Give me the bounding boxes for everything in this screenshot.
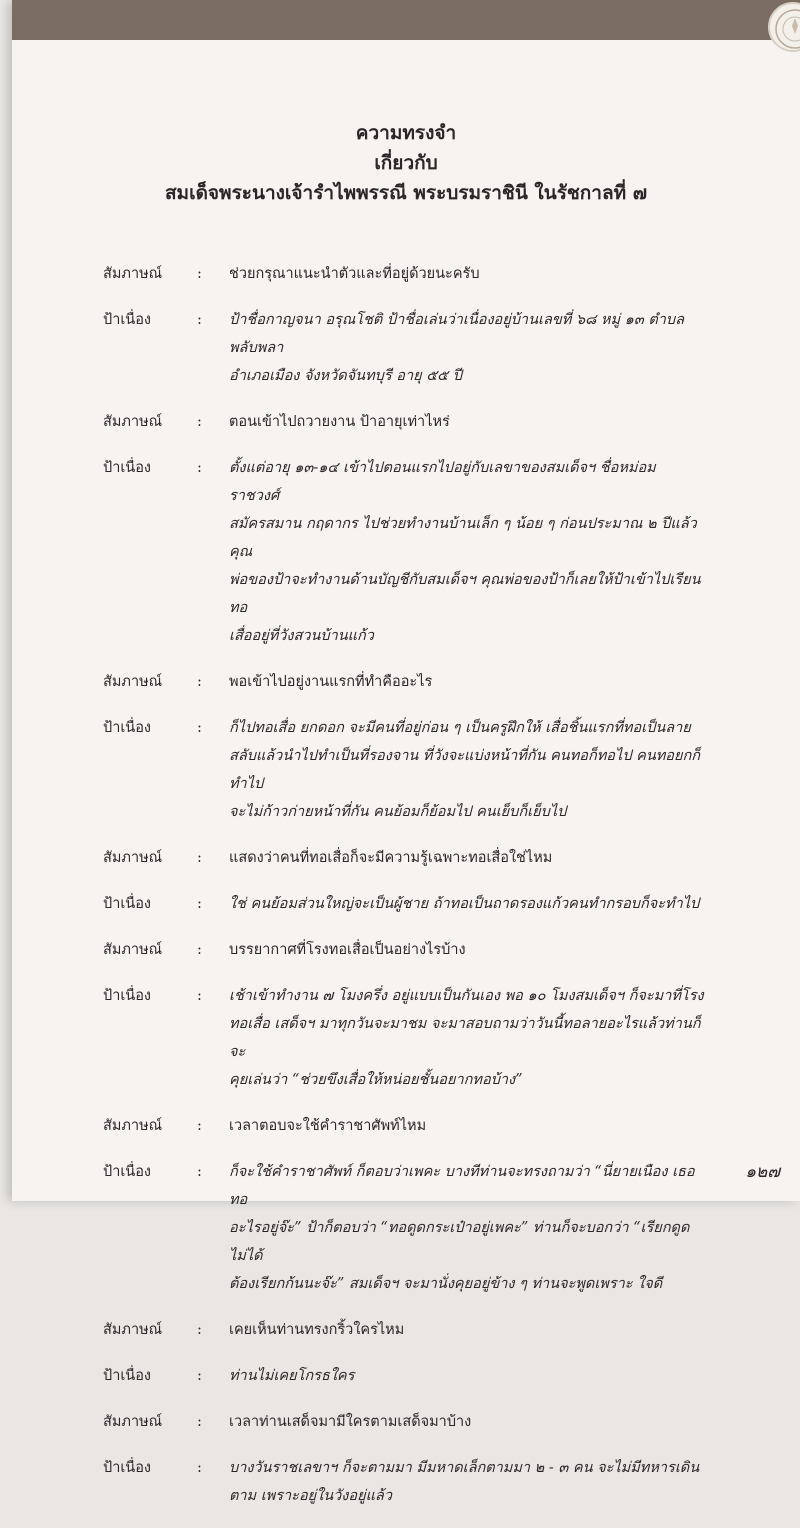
page-number: ๑๒๗: [745, 1162, 780, 1182]
document-title: [12, 118, 800, 208]
interview-entry: [0, 1454, 800, 1510]
entry-text: เวลาท่านเสด็จมามีใครตามเสด็จมาบ้าง: [229, 1414, 472, 1430]
speaker-label: ป้าเนื่อง: [103, 460, 152, 476]
interview-entry: [0, 306, 800, 390]
speaker-colon: :: [197, 1460, 202, 1476]
interview-entry: [0, 714, 800, 826]
speaker-label: สัมภาษณ์: [103, 1414, 163, 1430]
speaker-label: ป้าเนื่อง: [103, 988, 152, 1004]
entry-text: บรรยากาศที่โรงทอเสื่อเป็นอย่างไรบ้าง: [229, 942, 466, 958]
speaker-label: ป้าเนื่อง: [103, 896, 152, 912]
interview-entry: [0, 668, 800, 696]
speaker-label: สัมภาษณ์: [103, 414, 163, 430]
interview-entry: [0, 1112, 800, 1140]
speaker-colon: :: [197, 1164, 202, 1180]
speaker-label: ป้าเนื่อง: [103, 1368, 152, 1384]
speaker-label: ป้าเนื่อง: [103, 1460, 152, 1476]
interview-entry: [0, 1362, 800, 1390]
entry-text: ก็ไปทอเสื่อ ยกดอก จะมีคนที่อยู่ก่อน ๆ เป็นครูฝึกให้ เสื่อชิ้นแรกที่ทอเป็นลาย สลับแล้วนำไปทำเป็นที่รองจาน ที่วังจะแบ่งหน้าที่กัน คนทอก็ทอไป คนทอยกก็ทำไป จะไม่ก้าวก่ายหน้าที่กัน คนย้อมก็ย้อมไป คนเย็บก็เย็บไป: [229, 720, 701, 820]
entry-text: ตั้งแต่อายุ ๑๓-๑๔ เข้าไปตอนแรกไปอยู่กับเลขาของสมเด็จฯ ชื่อหม่อมราชวงศ์ สมัครสมาน กฤดากร ไปช่วยทำงานบ้านเล็ก ๆ น้อย ๆ ก่อนประมาณ ๒ ปีแล้ว คุณ พ่อของป้าจะทำงานด้านบัญชีกับสมเด็จฯ คุณพ่อของป้าก็เลยให้ป้าเข้าไปเรียนทอ เสื่ออยู่ที่วังสวนบ้านแก้ว: [229, 460, 701, 644]
interview-entry: [0, 844, 800, 872]
entry-text: ตอนเข้าไปถวายงาน ป้าอายุเท่าไหร่: [229, 414, 450, 430]
title-line-1: ความทรงจำ: [355, 122, 457, 144]
speaker-colon: :: [197, 414, 202, 430]
interview-transcript: [0, 260, 800, 1528]
speaker-colon: :: [197, 896, 202, 912]
entry-text: ท่านไม่เคยโกรธใคร: [229, 1368, 355, 1384]
interview-entry: [0, 408, 800, 436]
title-line-3: สมเด็จพระนางเจ้ารำไพพรรณี พระบรมราชินี ในรัชกาลที่ ๗: [164, 182, 648, 204]
speaker-label: ป้าเนื่อง: [103, 312, 152, 328]
interview-entry: [0, 936, 800, 964]
interview-entry: [0, 1316, 800, 1344]
speaker-label: สัมภาษณ์: [103, 674, 163, 690]
emblem-seal-icon: [768, 2, 800, 52]
entry-text: ก็จะใช้คำราชาศัพท์ ก็ตอบว่าเพคะ บางทีท่านจะทรงถามว่า “นี่ยายเนือง เธอทอ อะไรอยู่จ๊ะ” ป้าก็ตอบว่า “ทอดูดกระเป๋าอยู่เพคะ” ท่านก็จะบอกว่า “เรียกดูดไม่ได้ ต้องเรียกก้นนะจ๊ะ” สมเด็จฯ จะมานั่งคุยอยู่ข้าง ๆ ท่านจะพูดเพราะ ใจดี: [229, 1164, 695, 1292]
entry-text: เช้าเข้าทำงาน ๗ โมงครึ่ง อยู่แบบเป็นกันเอง พอ ๑๐ โมงสมเด็จฯ ก็จะมาที่โรง ทอเสื่อ เสด็จฯ มาทุกวันจะมาชม จะมาสอบถามว่าวันนี้ทอลายอะไรแล้วท่านก็จะ คุยเล่นว่า “ช่วยขึงเสื่อให้หน่อยชั้นอยากทอบ้าง”: [229, 988, 704, 1088]
entry-text: ป้าชื่อกาญจนา อรุณโชติ ป้าชื่อเล่นว่าเนื่องอยู่บ้านเลขที่ ๖๘ หมู่ ๑๓ ตำบลพลับพลา อำเภอเมือง จังหวัดจันทบุรี อายุ ๕๕ ปี: [229, 312, 685, 384]
speaker-label: ป้าเนื่อง: [103, 720, 152, 736]
speaker-colon: :: [197, 988, 202, 1004]
speaker-colon: :: [197, 720, 202, 736]
speaker-label: สัมภาษณ์: [103, 942, 163, 958]
interview-entry: [0, 1158, 800, 1298]
interview-entry: [0, 454, 800, 650]
speaker-colon: :: [197, 266, 202, 282]
speaker-label: สัมภาษณ์: [103, 1118, 163, 1134]
entry-text: บางวันราชเลขาฯ ก็จะตามมา มีมหาดเล็กตามมา ๒ - ๓ คน จะไม่มีทหารเดิน ตาม เพราะอยู่ในวังอยู่แล้ว: [229, 1460, 700, 1504]
speaker-label: สัมภาษณ์: [103, 1322, 163, 1338]
entry-text: พอเข้าไปอยู่งานแรกที่ทำคืออะไร: [229, 674, 433, 690]
top-header-band: [12, 0, 800, 40]
entry-text: ช่วยกรุณาแนะนำตัวและที่อยู่ด้วยนะครับ: [229, 266, 480, 282]
speaker-colon: :: [197, 942, 202, 958]
speaker-label: ป้าเนื่อง: [103, 1164, 152, 1180]
interview-entry: [0, 260, 800, 288]
entry-text: ใช่ คนย้อมส่วนใหญ่จะเป็นผู้ชาย ถ้าทอเป็นถาดรองแก้วคนทำกรอบก็จะทำไป: [229, 896, 700, 912]
interview-entry: [0, 890, 800, 918]
speaker-colon: :: [197, 1322, 202, 1338]
interview-entry: [0, 1408, 800, 1436]
entry-text: แสดงว่าคนที่ทอเสื่อก็จะมีความรู้เฉพาะทอเสื่อใช่ไหม: [229, 850, 553, 866]
speaker-colon: :: [197, 850, 202, 866]
speaker-colon: :: [197, 1118, 202, 1134]
speaker-colon: :: [197, 312, 202, 328]
speaker-colon: :: [197, 1414, 202, 1430]
speaker-label: สัมภาษณ์: [103, 850, 163, 866]
entry-text: เวลาตอบจะใช้คำราชาศัพท์ไหม: [229, 1118, 427, 1134]
speaker-colon: :: [197, 674, 202, 690]
entry-text: เคยเห็นท่านทรงกริ้วใครไหม: [229, 1322, 405, 1338]
speaker-colon: :: [197, 460, 202, 476]
speaker-colon: :: [197, 1368, 202, 1384]
interview-entry: [0, 982, 800, 1094]
speaker-label: สัมภาษณ์: [103, 266, 163, 282]
title-line-2: เกี่ยวกับ: [374, 152, 438, 174]
